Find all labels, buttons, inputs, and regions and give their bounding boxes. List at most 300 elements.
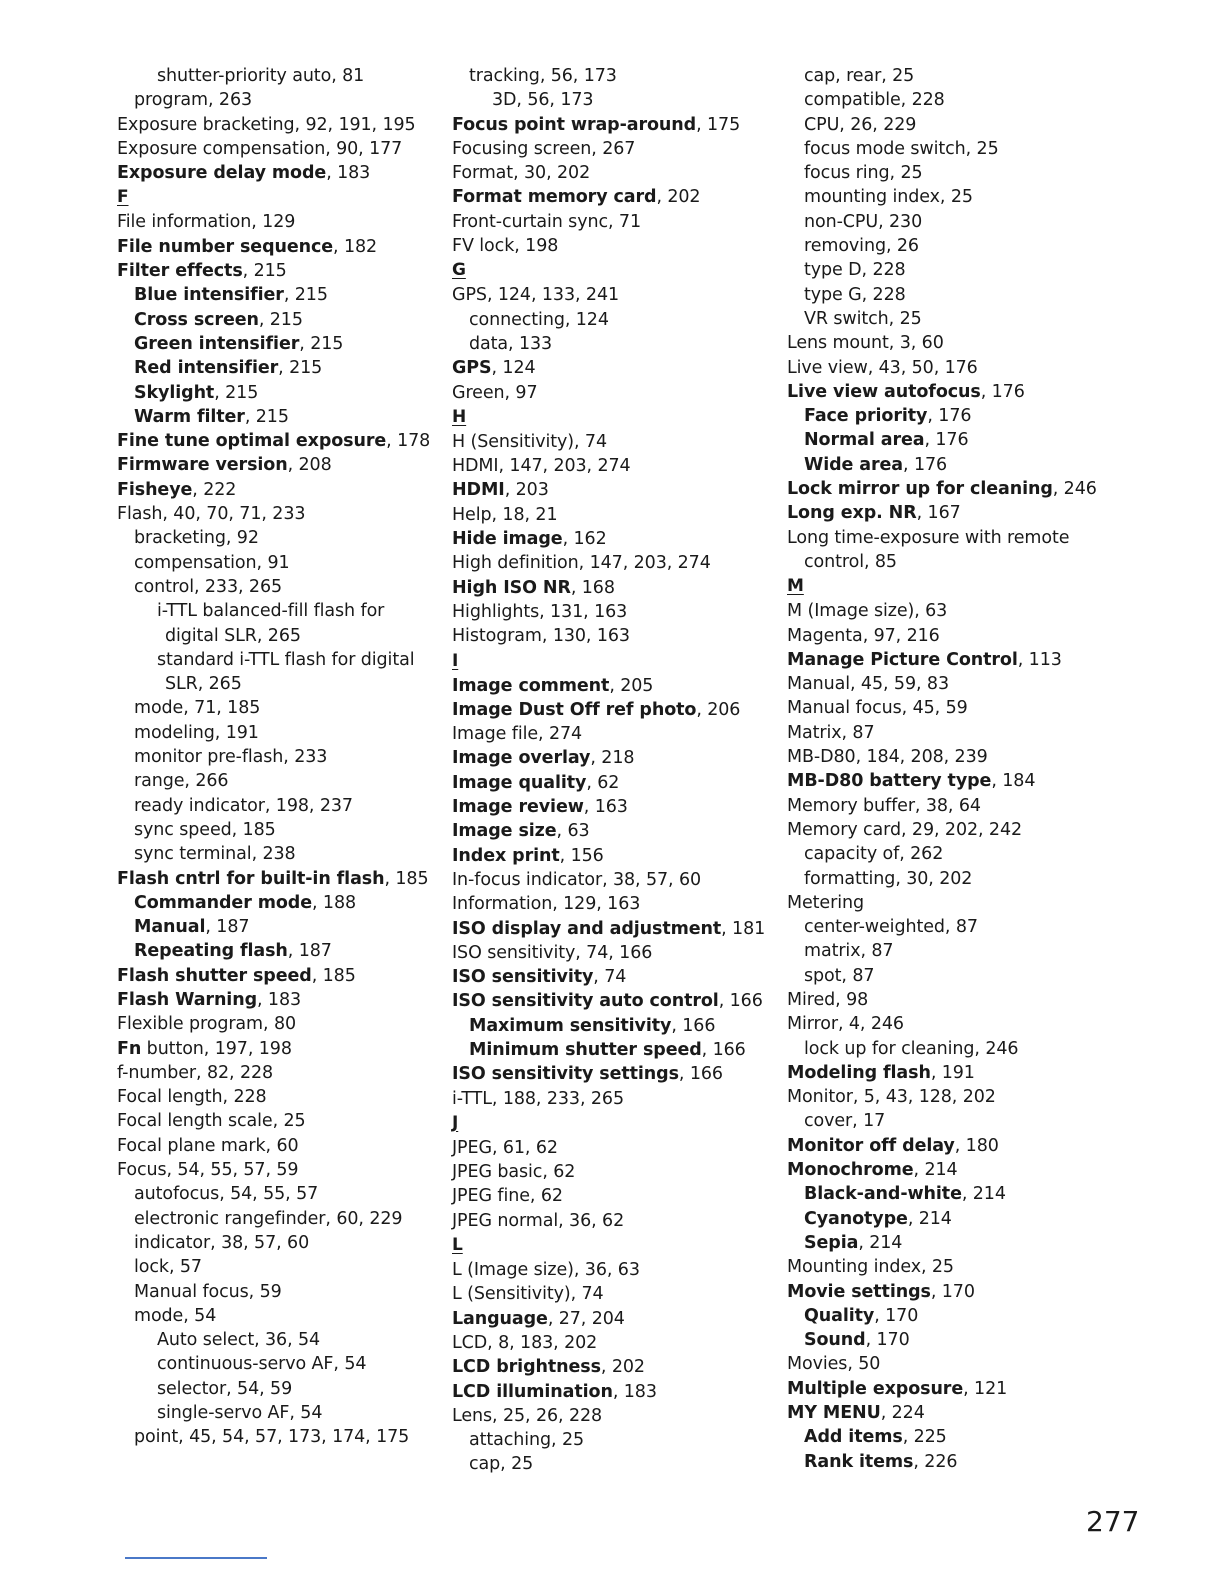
index-entry	[452, 478, 772, 502]
index-term: ISO sensitivity auto control	[452, 991, 719, 1012]
index-section-letter	[452, 1111, 772, 1136]
index-entry	[117, 88, 437, 112]
index-section-letter	[452, 405, 772, 430]
index-entry	[452, 210, 772, 234]
index-pages: , 124, 133, 241	[486, 285, 620, 306]
index-entry	[117, 1425, 437, 1449]
index-term: Repeating flash	[134, 941, 288, 962]
index-pages: , 263	[208, 90, 253, 111]
index-term: Warm filter	[134, 406, 245, 427]
index-term: SLR	[165, 674, 198, 695]
index-term: capacity of	[804, 844, 900, 865]
index-term: Long exp. NR	[787, 503, 917, 524]
index-entry	[452, 1452, 772, 1476]
index-term: focus mode switch	[804, 138, 966, 159]
index-term: Wide area	[804, 454, 904, 475]
index-pages: , 25	[889, 163, 923, 184]
index-entry	[452, 1184, 772, 1208]
index-pages: , 238	[251, 844, 296, 865]
index-entry	[787, 1109, 1117, 1133]
index-pages: , 74, 166	[575, 942, 653, 963]
index-term: Front-curtain sync	[452, 211, 608, 232]
index-entry	[787, 307, 1117, 331]
index-term: Add items	[804, 1427, 903, 1448]
index-pages: , 183	[612, 1381, 657, 1402]
index-entry	[117, 405, 437, 429]
index-pages: , 25	[939, 187, 973, 208]
index-term: Green intensifier	[134, 333, 300, 354]
index-term: control	[134, 576, 194, 597]
index-pages: , 187	[205, 917, 250, 938]
index-pages: , 215	[299, 333, 344, 354]
index-pages: , 176	[980, 381, 1025, 402]
footer-rule	[125, 1557, 267, 1559]
index-pages: , 43, 50, 176	[867, 357, 978, 378]
index-term: Image comment	[452, 675, 610, 696]
index-entry	[787, 1207, 1117, 1231]
index-pages: , 92, 191, 195	[294, 114, 416, 135]
index-pages: , 27, 204	[547, 1308, 625, 1329]
index-entry	[787, 380, 1117, 404]
index-term: GPS	[452, 285, 487, 306]
index-term: G	[452, 260, 466, 281]
index-term: Black-and-white	[804, 1184, 962, 1205]
index-pages: , 203	[504, 480, 549, 501]
index-entry	[117, 696, 437, 720]
index-pages: , 60	[265, 1135, 299, 1156]
index-pages: , 233, 265	[193, 576, 283, 597]
index-pages: , 63	[556, 821, 590, 842]
index-entry	[117, 332, 437, 356]
index-pages: , 265	[197, 674, 242, 695]
index-term: Fn	[117, 1038, 142, 1059]
index-pages: , 92	[225, 528, 259, 549]
index-pages: , 156	[559, 845, 604, 866]
index-pages: , 62	[586, 772, 620, 793]
index-term: Mired	[787, 989, 836, 1010]
index-term: matrix	[804, 941, 861, 962]
index-term: Metering	[787, 892, 864, 913]
index-entry	[117, 867, 437, 891]
index-pages: , 265	[256, 625, 301, 646]
index-entry	[452, 1355, 772, 1379]
index-entry	[787, 1012, 1117, 1036]
index-term: Lens mount	[787, 333, 889, 354]
index-pages: , 3, 60	[888, 333, 944, 354]
index-term: In-focus indicator	[452, 869, 603, 890]
index-entry	[117, 988, 437, 1012]
index-entry	[117, 1012, 437, 1036]
index-entry	[787, 1450, 1117, 1474]
index-pages: , 61, 62	[491, 1137, 558, 1158]
index-entry	[787, 794, 1117, 818]
index-term: Manual focus	[134, 1281, 249, 1302]
index-entry	[787, 550, 1117, 574]
index-pages: , 147, 203, 274	[498, 456, 631, 477]
index-entry	[787, 891, 1117, 915]
index-term: I	[452, 650, 459, 671]
index-pages: , 226	[913, 1451, 958, 1472]
index-term: Format	[452, 163, 514, 184]
index-entry	[452, 234, 772, 258]
index-pages: , 163	[583, 797, 628, 818]
index-entry	[117, 502, 437, 526]
index-pages: , 214	[961, 1184, 1006, 1205]
index-entry	[117, 915, 437, 939]
index-pages: , 71, 185	[183, 698, 261, 719]
index-term: Index print	[452, 845, 560, 866]
index-entry	[787, 672, 1117, 696]
index-term: High definition	[452, 553, 579, 574]
index-pages: , 185	[231, 819, 276, 840]
index-entry	[787, 1328, 1117, 1352]
index-term: High ISO NR	[452, 577, 571, 598]
index-entry	[117, 526, 437, 550]
index-entry	[787, 137, 1117, 161]
index-entry	[452, 137, 772, 161]
index-entry	[117, 259, 437, 283]
index-pages: button, 197, 198	[141, 1038, 292, 1059]
index-entry	[452, 551, 772, 575]
index-pages: , 170	[865, 1330, 910, 1351]
index-pages: , 233	[283, 747, 328, 768]
index-term: Movie settings	[787, 1281, 931, 1302]
index-entry	[452, 989, 772, 1013]
index-term: Exposure bracketing	[117, 114, 295, 135]
index-term: control	[804, 551, 864, 572]
index-pages: , 222	[192, 479, 237, 500]
index-pages: , 198	[514, 236, 559, 257]
index-pages: , 54, 59	[226, 1378, 293, 1399]
index-pages: , 81	[331, 66, 365, 86]
index-pages: , 184, 208, 239	[855, 747, 988, 768]
index-pages: , 50	[847, 1354, 881, 1375]
index-pages: , 133	[508, 333, 553, 354]
index-entry	[452, 308, 772, 332]
index-pages: , 266	[184, 771, 229, 792]
index-term: Exposure delay mode	[117, 163, 327, 184]
index-term: Filter effects	[117, 261, 243, 282]
index-entry	[117, 381, 437, 405]
index-entry	[117, 769, 437, 793]
index-entry	[117, 453, 437, 477]
index-pages: , 246	[1052, 479, 1097, 500]
index-entry	[787, 258, 1117, 282]
index-term: File information	[117, 212, 252, 233]
index-entry	[117, 113, 437, 137]
index-term: Image overlay	[452, 748, 591, 769]
index-entry	[117, 624, 437, 648]
index-term: Lock mirror up for cleaning	[787, 479, 1053, 500]
index-entry	[452, 161, 772, 185]
index-term: Image quality	[452, 772, 587, 793]
index-entry	[117, 964, 437, 988]
index-term: Manual	[787, 674, 850, 695]
index-entry	[452, 503, 772, 527]
index-term: sync speed	[134, 819, 232, 840]
index-term: Blue intensifier	[134, 285, 284, 306]
index-pages: , 87	[841, 722, 875, 743]
index-entry	[452, 1160, 772, 1184]
index-pages: , 38, 57, 60	[210, 1232, 310, 1253]
index-entry	[787, 64, 1117, 88]
index-term: Flash	[117, 504, 163, 525]
index-entry	[452, 698, 772, 722]
index-pages: , 25	[965, 138, 999, 159]
index-term: Flexible program	[117, 1014, 264, 1035]
index-entry	[787, 842, 1117, 866]
index-entry	[452, 746, 772, 770]
index-entry	[452, 674, 772, 698]
index-entry	[787, 501, 1117, 525]
index-term: non-CPU	[804, 211, 879, 232]
index-pages: , 54, 55, 57, 59	[166, 1160, 299, 1181]
index-pages: , 178	[386, 431, 431, 452]
index-term: Flash Warning	[117, 989, 257, 1010]
index-term: focus ring	[804, 163, 890, 184]
index-term: center-weighted	[804, 917, 945, 938]
index-pages: , 54	[289, 1403, 323, 1424]
index-term: compensation	[134, 552, 257, 573]
index-entry	[787, 526, 1117, 550]
index-entry	[452, 1062, 772, 1086]
index-entry	[117, 137, 437, 161]
index-term: Image file	[452, 724, 539, 745]
index-entry	[787, 624, 1117, 648]
index-column-2	[452, 64, 772, 1477]
index-entry	[452, 1428, 772, 1452]
index-entry	[117, 478, 437, 502]
index-entry	[787, 1061, 1117, 1085]
index-term: type G	[804, 284, 862, 305]
index-column-3	[787, 64, 1117, 1474]
index-pages: , 5, 43, 128, 202	[852, 1087, 996, 1108]
index-entry	[787, 721, 1117, 745]
index-term: Cross screen	[134, 309, 259, 330]
index-term: Focal length	[117, 1087, 223, 1108]
index-pages: , 214	[913, 1160, 958, 1181]
index-term: Histogram	[452, 626, 542, 647]
index-pages: , 54	[183, 1305, 217, 1326]
index-term: HDMI	[452, 456, 499, 477]
index-pages: , 188, 233, 265	[491, 1088, 624, 1109]
index-term: MY MENU	[787, 1403, 881, 1424]
index-term: range	[134, 771, 185, 792]
index-entry	[787, 428, 1117, 452]
index-term: i-TTL	[452, 1088, 492, 1109]
index-entry	[787, 1377, 1117, 1401]
index-term: Monochrome	[787, 1160, 914, 1181]
index-term: i-TTL balanced-fill flash for	[157, 601, 385, 622]
index-term: Multiple exposure	[787, 1378, 964, 1399]
index-entry	[787, 1037, 1117, 1061]
index-term: H (Sensitivity)	[452, 431, 574, 452]
index-entry	[452, 1209, 772, 1233]
index-entry	[452, 1380, 772, 1404]
index-pages: , 167	[916, 503, 961, 524]
index-entry	[117, 235, 437, 259]
index-term: Language	[452, 1308, 548, 1329]
index-pages: , 147, 203, 274	[578, 553, 711, 574]
index-entry	[787, 161, 1117, 185]
index-pages: , 129, 163	[552, 894, 641, 915]
index-term: cap, rear	[804, 66, 882, 86]
index-term: Rank items	[804, 1451, 914, 1472]
index-entry	[117, 1280, 437, 1304]
index-entry	[452, 1282, 772, 1306]
index-term: connecting	[469, 309, 565, 330]
index-pages: , 63	[914, 601, 948, 622]
index-term: Highlights	[452, 601, 540, 622]
index-pages: , 124	[491, 358, 536, 379]
index-term: F	[117, 187, 129, 208]
index-pages: , 215	[278, 358, 323, 379]
index-term: standard i-TTL flash for digital	[157, 649, 415, 670]
index-entry	[117, 721, 437, 745]
index-term: Red intensifier	[134, 358, 279, 379]
index-entry	[787, 988, 1117, 1012]
index-term: JPEG basic	[452, 1162, 543, 1183]
index-entry	[787, 1134, 1117, 1158]
index-entry	[117, 648, 437, 672]
index-pages: , 25	[272, 1111, 306, 1132]
index-pages: , 246	[974, 1038, 1019, 1059]
index-term: LCD	[452, 1332, 488, 1353]
index-section-letter	[117, 185, 437, 210]
index-pages: , 214	[907, 1208, 952, 1229]
index-term: 3D	[492, 90, 517, 111]
index-entry	[787, 1304, 1117, 1328]
index-pages: , 38, 57, 60	[602, 869, 702, 890]
index-term: Format memory card	[452, 187, 657, 208]
index-term: Focus point wrap-around	[452, 114, 697, 135]
index-term: Manage Picture Control	[787, 649, 1018, 670]
index-term: Monitor	[787, 1087, 853, 1108]
index-term: ISO sensitivity	[452, 967, 594, 988]
index-term: monitor pre-flash	[134, 747, 284, 768]
index-term: digital SLR	[165, 625, 257, 646]
index-term: CPU	[804, 114, 840, 135]
index-pages: , 202	[656, 187, 701, 208]
index-term: Image Dust Off ref photo	[452, 699, 697, 720]
index-term: cap	[469, 1454, 501, 1475]
index-term: Cyanotype	[804, 1208, 908, 1229]
index-entry	[787, 1158, 1117, 1182]
index-entry	[452, 332, 772, 356]
index-pages: , 36, 62	[558, 1210, 625, 1231]
index-entry	[117, 1061, 437, 1085]
index-entry	[452, 941, 772, 965]
index-term: Focusing screen	[452, 138, 592, 159]
index-pages: , 30, 202	[895, 868, 973, 889]
index-pages: , 166	[718, 991, 763, 1012]
index-term: FV lock	[452, 236, 515, 257]
page-number: 277	[1086, 1505, 1140, 1538]
index-entry	[117, 1255, 437, 1279]
index-pages: , 74	[573, 431, 607, 452]
index-term: Auto select	[157, 1330, 255, 1351]
index-entry	[117, 1352, 437, 1376]
index-term: compatible	[804, 90, 901, 111]
index-entry	[452, 527, 772, 551]
index-term: program	[134, 90, 208, 111]
index-term: Information	[452, 894, 553, 915]
index-term: Commander mode	[134, 892, 312, 913]
index-pages: , 25	[500, 1454, 534, 1475]
index-entry	[452, 722, 772, 746]
index-entry	[117, 842, 437, 866]
index-term: formatting	[804, 868, 896, 889]
index-pages: , 45, 59	[901, 698, 968, 719]
index-term: GPS	[452, 358, 492, 379]
index-term: HDMI	[452, 480, 505, 501]
index-term: L (Image size)	[452, 1260, 574, 1281]
index-entry	[787, 1401, 1117, 1425]
index-entry	[452, 1136, 772, 1160]
index-term: Focal length scale	[117, 1111, 273, 1132]
index-term: VR switch	[804, 308, 889, 329]
index-term: Skylight	[134, 382, 215, 403]
index-term: shutter-priority auto	[157, 66, 332, 86]
index-entry	[787, 867, 1117, 891]
index-pages: , 87	[944, 917, 978, 938]
index-term: tracking	[469, 66, 540, 86]
index-pages: , 262	[899, 844, 944, 865]
index-pages: , 71	[607, 211, 641, 232]
index-pages: , 188	[311, 892, 357, 913]
index-entry	[117, 64, 437, 88]
index-entry	[117, 1328, 437, 1352]
index-term: Live view	[787, 357, 868, 378]
index-entry	[452, 1038, 772, 1062]
index-term: File number sequence	[117, 236, 334, 257]
index-pages: , 25	[881, 66, 915, 86]
index-pages: , 184	[991, 771, 1036, 792]
index-pages: , 230	[878, 211, 923, 232]
index-term: J	[452, 1112, 459, 1133]
index-term: Exposure compensation	[117, 138, 326, 159]
index-term: mounting index	[804, 187, 940, 208]
index-entry	[452, 430, 772, 454]
index-entry	[117, 1037, 437, 1061]
index-pages: , 57	[168, 1257, 202, 1278]
index-pages: , 45, 59, 83	[850, 674, 949, 695]
index-pages: , 30, 202	[513, 163, 591, 184]
index-pages: , 168	[570, 577, 615, 598]
index-entry	[117, 1109, 437, 1133]
index-term: Mirror	[787, 1014, 838, 1035]
index-term: mode	[134, 1305, 184, 1326]
index-term: Lens	[452, 1405, 493, 1426]
index-term: Matrix	[787, 722, 842, 743]
index-term: Manual	[134, 917, 206, 938]
index-term: M (Image size)	[787, 601, 915, 622]
index-pages: , 60, 229	[325, 1208, 403, 1229]
index-entry	[787, 234, 1117, 258]
index-term: ISO display and adjustment	[452, 918, 722, 939]
index-pages: , 97, 216	[862, 625, 940, 646]
index-pages: , 218	[590, 748, 635, 769]
index-term: modeling	[134, 722, 215, 743]
index-pages: , 17	[852, 1111, 886, 1132]
index-pages: , 215	[258, 309, 303, 330]
index-pages: , 267	[591, 138, 636, 159]
index-term: Image size	[452, 821, 557, 842]
index-entry	[452, 771, 772, 795]
index-entry	[452, 113, 772, 137]
index-pages: , 54, 55, 57	[219, 1184, 319, 1205]
index-term: JPEG normal	[452, 1210, 559, 1231]
